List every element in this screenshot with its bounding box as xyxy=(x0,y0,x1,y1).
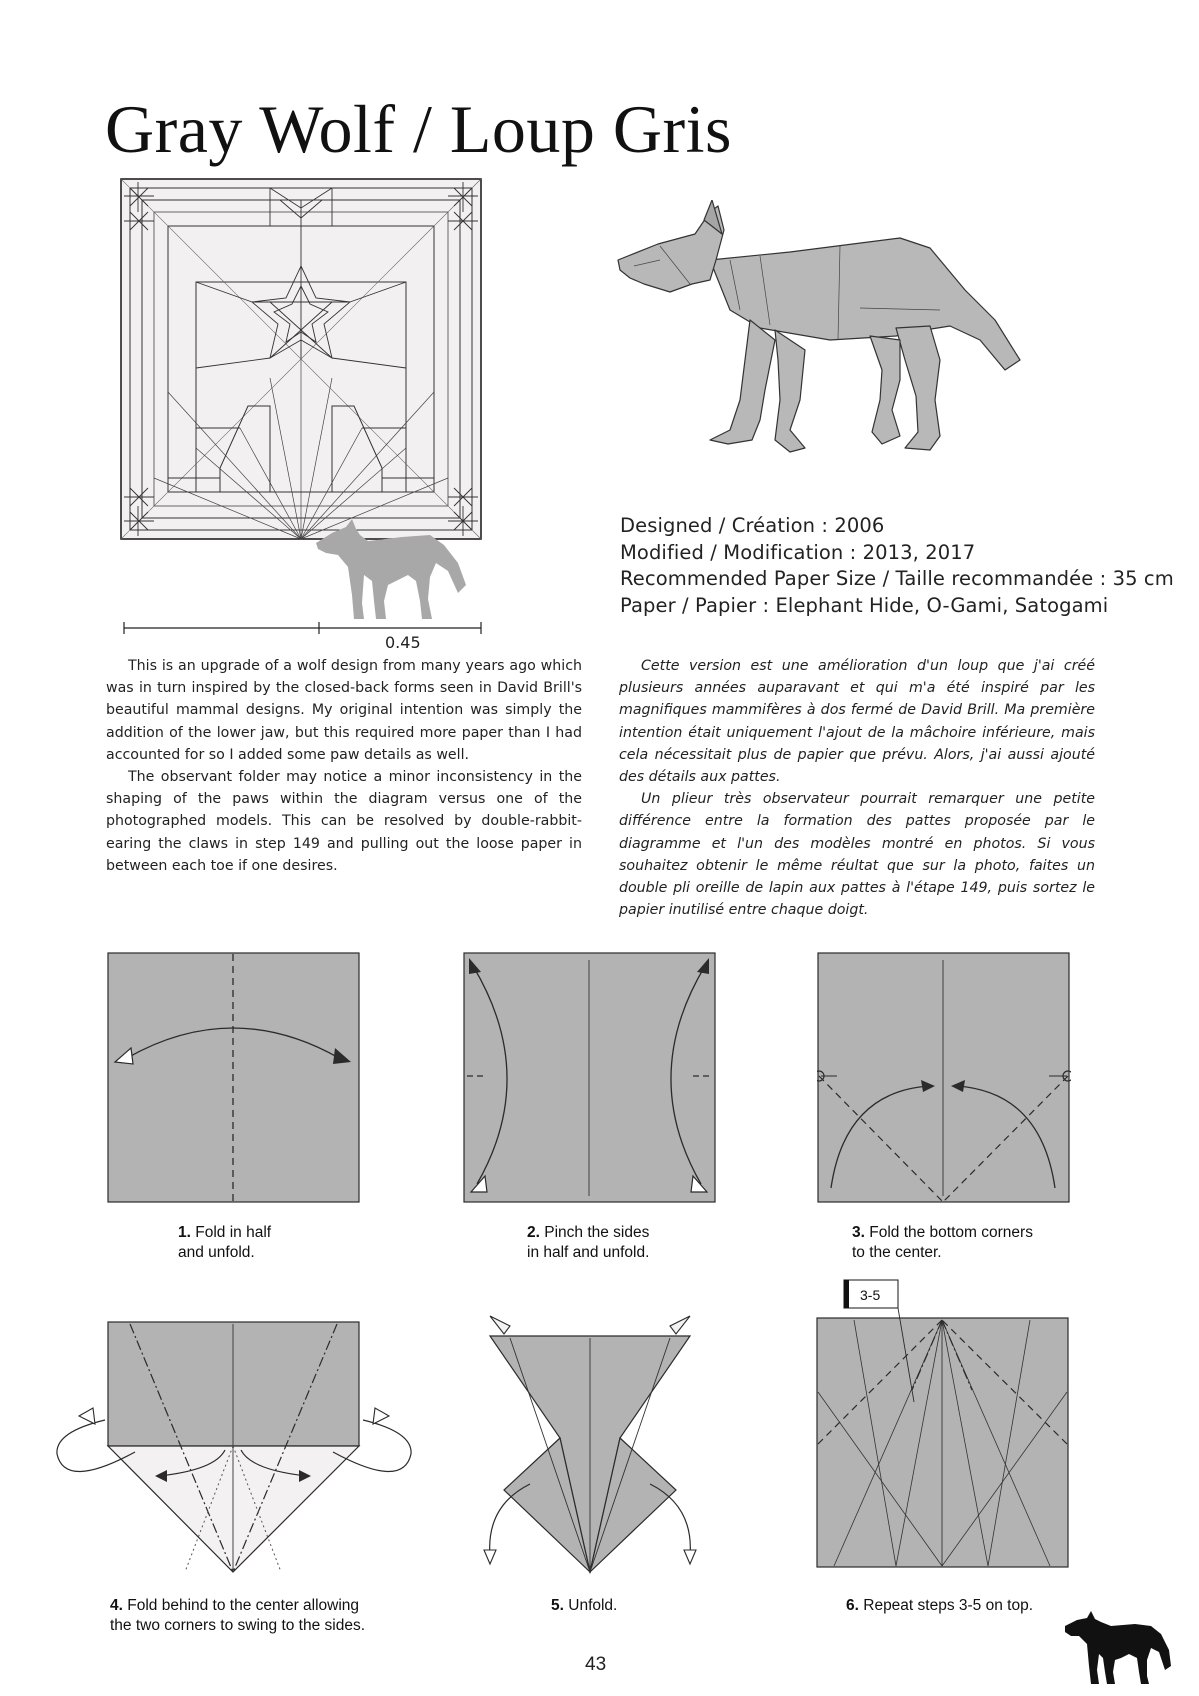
step-2-text-line-2: in half and unfold. xyxy=(527,1244,650,1261)
step-3-caption xyxy=(852,1223,1033,1263)
page-number: 43 xyxy=(585,1654,607,1675)
step-5-caption xyxy=(551,1596,617,1616)
step-2-text-line-1: Pinch the sides xyxy=(544,1224,650,1241)
step-6-diagram xyxy=(814,1272,1074,1572)
step-5-number: 5. xyxy=(551,1597,564,1614)
description-french xyxy=(619,655,1095,921)
step-5-diagram xyxy=(470,1310,710,1580)
step-1-diagram xyxy=(107,952,361,1204)
scale-value: 0.45 xyxy=(385,633,421,652)
step-5-text-line-1: Unfold. xyxy=(568,1597,618,1614)
designed-date: Designed / Création : 2006 xyxy=(620,514,885,537)
description-english xyxy=(106,655,582,877)
step-1-text-line-1: Fold in half xyxy=(195,1224,272,1241)
step-3-number: 3. xyxy=(852,1224,865,1241)
step-3-diagram xyxy=(817,952,1071,1204)
scale-bar xyxy=(123,620,483,650)
modified-dates: Modified / Modification : 2013, 2017 xyxy=(620,540,976,564)
step-1-caption xyxy=(178,1223,271,1263)
step-2-number: 2. xyxy=(527,1224,540,1241)
step-4-diagram xyxy=(55,1320,415,1580)
step-4-text-line-2: the two corners to swing to the sides. xyxy=(110,1617,366,1634)
step-4-number: 4. xyxy=(110,1597,123,1614)
step-6-text-line-1: Repeat steps 3-5 on top. xyxy=(863,1597,1034,1614)
step-6-number: 6. xyxy=(846,1597,859,1614)
step-2-caption xyxy=(527,1223,649,1263)
model-metadata xyxy=(620,513,1174,619)
step-3-text-line-2: to the center. xyxy=(852,1244,942,1261)
folded-wolf-model-image xyxy=(600,200,1040,494)
french-paragraph-1: Cette version est une amélioration d'un loup que j'ai créé plusieurs années auparavant et qui m'a été inspiré par les magnifiques mammifères à dos fermé de David Brill. Ma première intention était uniquement l'ajout de la mâchoire inférieure, mais cela nécessitait plus de papier que prévu. Alors, j'ai aussi ajouté des détails aux pattes. xyxy=(619,658,1095,786)
english-paragraph-1: This is an upgrade of a wolf design from many years ago which was in turn inspired by the closed-back forms seen in David Brill's beautiful mammal designs. My original intention was simply the addition of the lower jaw, but this required more paper than I had accounted for so I added some paw details as well. xyxy=(106,658,582,763)
step-3-text-line-1: Fold the bottom corners xyxy=(869,1224,1033,1241)
wolf-scale-silhouette xyxy=(312,515,472,629)
french-paragraph-2: Un plieur très observateur pourrait remarquer une petite différence entre la formation des pattes proposée par le diagramme et l'un des modèles montré en photos. Si vous souhaitez obtenir le même réultat que sur la photo, faites un double pli oreille de lapin aux pattes à l'étape 149, puis sortez le papier inutilisé entre chaque doigt. xyxy=(619,791,1095,919)
page-title: Gray Wolf / Loup Gris xyxy=(105,91,733,167)
step-2-diagram xyxy=(463,952,717,1204)
step-1-text-line-2: and unfold. xyxy=(178,1244,255,1261)
english-paragraph-2: The observant folder may notice a minor inconsistency in the shaping of the paws within the diagram versus one of the photographed models. This can be resolved by double-rabbit-earing the claws in step 149 and pulling out the loose paper in between each toe if one desires. xyxy=(106,769,582,874)
repeat-steps-tag: 3-5 xyxy=(860,1287,881,1303)
step-4-text-line-1: Fold behind to the center allowing xyxy=(127,1597,360,1614)
step-1-number: 1. xyxy=(178,1224,191,1241)
paper-types: Paper / Papier : Elephant Hide, O-Gami, Satogami xyxy=(620,593,1109,617)
step-6-caption xyxy=(846,1596,1033,1616)
step-4-caption xyxy=(110,1596,365,1636)
wolf-logo-icon xyxy=(1063,1610,1173,1690)
recommended-paper-size: Recommended Paper Size / Taille recommandée : 35 cm xyxy=(620,567,1174,590)
crease-pattern xyxy=(120,178,482,544)
